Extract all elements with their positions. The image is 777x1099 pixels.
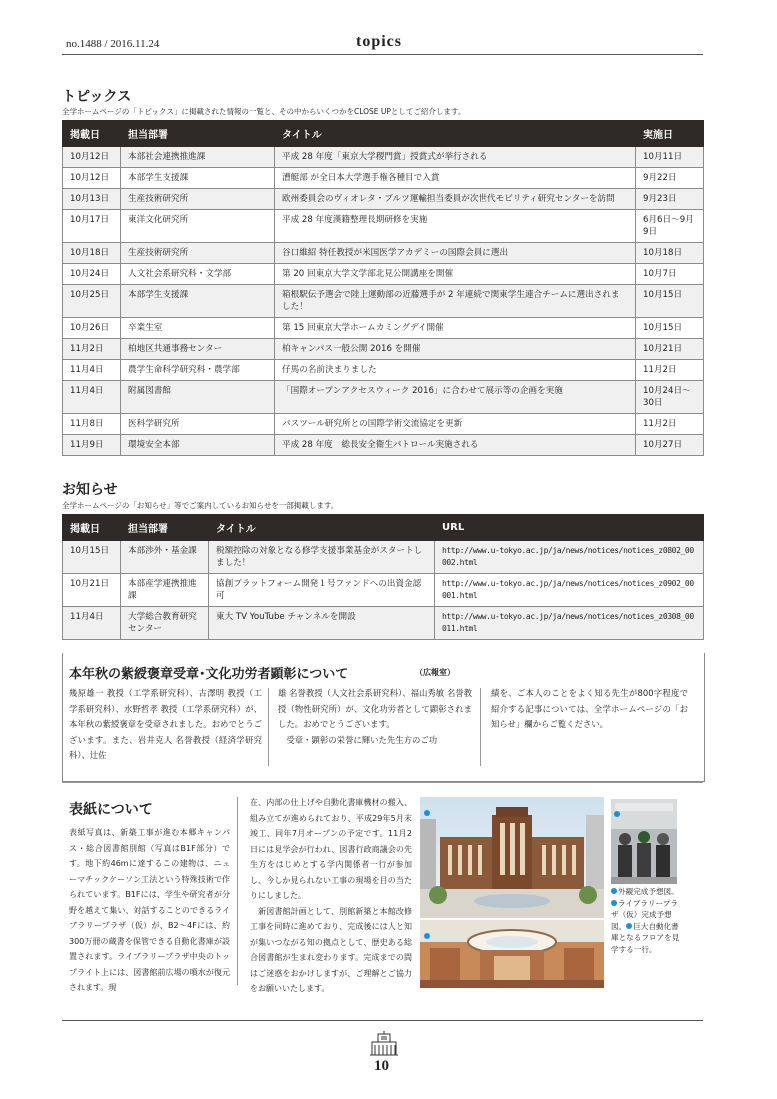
table-cell: 10月15日: [636, 285, 704, 318]
column-header: タイトル: [209, 515, 435, 541]
table-cell: 本部渉外・基金課: [121, 541, 209, 574]
table-cell: 谷口維紹 特任教授が米国医学アカデミーの国際会員に選出: [275, 243, 636, 264]
table-cell: 10月18日: [636, 243, 704, 264]
table-cell: 10月25日: [63, 285, 121, 318]
bullet-icon: [424, 801, 431, 820]
notices-heading: お知らせ: [62, 482, 118, 498]
table-header-row: [63, 515, 704, 541]
table-cell: 農学生命科学研究科・農学部: [121, 360, 275, 381]
column-header: 掲載日: [63, 121, 121, 147]
honors-text-col2: 雄 名誉教授（人文社会系研究科）、福山秀敏 名誉教授（物性研究所）が、文化功労者として顕彰されました。おめでとうございます。 受章・顕彰の栄誉に輝いた先生方のご功: [278, 688, 472, 745]
table-row: [63, 285, 704, 318]
table-cell: 平成 28 年度「東京大学稷門賞」授賞式が挙行される: [275, 147, 636, 168]
table-cell: 11月9日: [63, 435, 121, 456]
table-cell: 環境安全本部: [121, 435, 275, 456]
table-cell: 第 15 回東京大学ホームカミングデイ開催: [275, 318, 636, 339]
table-row: [63, 210, 704, 243]
caption-exterior: 外観完成予想図。: [618, 887, 679, 896]
table-cell: 10月15日: [63, 541, 121, 574]
honors-text-col1: 幾原雄一 教授（工学系研究科）、古澤明 教授（工学系研究科）、水野哲孝 教授（工学系研究科）が、本年秋の紫綬褒章を受章されました。おめでとうございます。また、岩井克人 名誉教授（経済学研究科）、辻佐: [69, 688, 262, 760]
section-rule: [62, 782, 703, 783]
table-cell: 東洋文化研究所: [121, 210, 275, 243]
table-row: [63, 574, 704, 607]
visitors-photo: [611, 799, 677, 884]
table-cell: 11月4日: [63, 360, 121, 381]
table-cell: 11月4日: [63, 607, 121, 640]
table-cell: 東大 TV YouTube チャンネルを開設: [209, 607, 435, 640]
table-cell: 10月18日: [63, 243, 121, 264]
table-cell: 10月24日～30日: [636, 381, 704, 414]
column-header: URL: [435, 515, 704, 541]
table-cell: 11月2日: [63, 339, 121, 360]
table-cell: 生産技術研究所: [121, 189, 275, 210]
table-cell: パスツール研究所との国際学術交流協定を更新: [275, 414, 636, 435]
column-header: 掲載日: [63, 515, 121, 541]
honors-title: 本年秋の紫綬褒章受章･文化功労者顕彰について: [69, 667, 349, 682]
table-cell: 本部学生支援課: [121, 168, 275, 189]
notices-table: [62, 514, 704, 640]
table-cell: 医科学研究所: [121, 414, 275, 435]
table-cell: 卒業生室: [121, 318, 275, 339]
bullet-icon: [614, 802, 621, 821]
column-header: 担当部署: [121, 515, 209, 541]
column-divider: [480, 688, 481, 766]
bullet-icon: [611, 899, 618, 908]
caption-visitors: 巨大自動化書庫となるフロアを見学する一行。: [611, 921, 680, 954]
column-divider: [237, 797, 238, 985]
topics-table: [62, 120, 704, 456]
exterior-rendering-image: [420, 797, 604, 918]
table-cell: 柏地区共通事務センター: [121, 339, 275, 360]
table-cell: 6月6日～9月9日: [636, 210, 704, 243]
table-row: [63, 435, 704, 456]
table-row: [63, 147, 704, 168]
column-divider: [268, 688, 269, 766]
footer-rule: [62, 1020, 703, 1021]
table-cell: 平成 28 年度 総長安全衛生パトロール実施される: [275, 435, 636, 456]
column-header: 実施日: [636, 121, 704, 147]
topics-description: 全学ホームページの「トピックス」に掲載された情報の一覧と、その中からいくつかをCLOSE UPとしてご紹介します。: [62, 107, 466, 116]
table-cell: 第 20 回東京大学文学部北見公開講座を開催: [275, 264, 636, 285]
table-row: [63, 243, 704, 264]
honors-dept: （広報室）: [415, 668, 455, 677]
table-cell: 箱根駅伝予選会で陸上運動部の近藤選手が 2 年連続で関東学生連合チームに選出されました！: [275, 285, 636, 318]
table-row: [63, 381, 704, 414]
table-row: [63, 541, 704, 574]
table-cell: 10月12日: [63, 147, 121, 168]
table-cell: 漕艇部 が全日本大学選手権各種目で入賞: [275, 168, 636, 189]
table-cell: 11月2日: [636, 360, 704, 381]
table-cell: 10月13日: [63, 189, 121, 210]
table-cell: 本部産学連携推進課: [121, 574, 209, 607]
caption-plaza: ライブラリープラザ（仮）完成予想図。: [611, 898, 678, 931]
table-cell: 10月21日: [636, 339, 704, 360]
table-cell: 附属図書館: [121, 381, 275, 414]
issue-info: no.1488 / 2016.11.24: [66, 38, 160, 50]
table-cell: 9月22日: [636, 168, 704, 189]
table-row: [63, 168, 704, 189]
table-cell: 10月17日: [63, 210, 121, 243]
notices-description: 全学ホームページの「お知らせ」等でご案内しているお知らせを一部掲載します。: [62, 501, 339, 510]
table-cell: 欧州委員会のヴィオレタ・ブルツ運輸担当委員が次世代モビリティ研究センターを訪問: [275, 189, 636, 210]
bullet-icon: [611, 887, 618, 896]
table-cell: 人文社会系研究科・文学部: [121, 264, 275, 285]
table-cell: 本部社会連携推進課: [121, 147, 275, 168]
table-row: [63, 318, 704, 339]
table-cell: 10月24日: [63, 264, 121, 285]
column-header: 担当部署: [121, 121, 275, 147]
url-cell[interactable]: http://www.u-tokyo.ac.jp/ja/news/notices/notices_z0902_00001.html: [435, 574, 704, 607]
url-cell[interactable]: http://www.u-tokyo.ac.jp/ja/news/notices/notices_z0308_00011.html: [435, 607, 704, 640]
topics-heading: トピックス: [62, 89, 132, 105]
table-cell: 協創プラットフォーム開発１号ファンドへの出資金認可: [209, 574, 435, 607]
table-cell: 9月23日: [636, 189, 704, 210]
table-cell: 10月21日: [63, 574, 121, 607]
table-cell: 本部学生支援課: [121, 285, 275, 318]
cover-text-col1: 表紙写真は、新築工事が進む本郷キャンパス・総合図書館別館（写真はB1F部分）です。地下約46mに達するこの建物は、ニューマチックケーソン工法という特殊技術で作られています。B1Fには、学生や研究者が分野を越えて集い、対話することのできるライブラリープラザ（仮）が、B2～4Fには、約300万冊の蔵書を保管できる自動化書庫が設置されます。ライブラリープラザ中央のトップライト上には、図書館前広場の噴水が復元されます。現: [69, 828, 230, 992]
honors-text-col3: 績を、ご本人のことをよく知る先生が800字程度で紹介する記事については、全学ホームページの「お知らせ」欄からご覧ください。: [491, 688, 688, 729]
table-cell: 11月2日: [636, 414, 704, 435]
library-plaza-image: [420, 920, 604, 988]
table-cell: 10月12日: [63, 168, 121, 189]
page-number: 10: [374, 1058, 389, 1074]
table-cell: 10月7日: [636, 264, 704, 285]
table-row: [63, 339, 704, 360]
table-row: [63, 414, 704, 435]
cover-heading: 表紙について: [69, 802, 153, 818]
table-cell: 10月11日: [636, 147, 704, 168]
photo-caption: [611, 886, 681, 955]
table-header-row: [63, 121, 704, 147]
table-row: [63, 264, 704, 285]
table-cell: 11月4日: [63, 381, 121, 414]
bullet-icon: [424, 924, 431, 943]
table-cell: 柏キャンパス一般公開 2016 を開催: [275, 339, 636, 360]
table-cell: 10月27日: [636, 435, 704, 456]
column-header: タイトル: [275, 121, 636, 147]
table-row: [63, 607, 704, 640]
table-row: [63, 189, 704, 210]
table-row: [63, 360, 704, 381]
table-cell: 10月26日: [63, 318, 121, 339]
table-cell: 仔馬の名前決まりました: [275, 360, 636, 381]
university-emblem-icon: [368, 1030, 400, 1056]
header-rule: [62, 54, 703, 55]
section-title: topics: [356, 33, 402, 50]
table-cell: 平成 28 年度漢籍整理長期研修を実施: [275, 210, 636, 243]
table-cell: 大学総合教育研究センター: [121, 607, 209, 640]
cover-text-col2: 在、内部の仕上げや自動化書庫機材の搬入、組み立てが進められており、平成29年5月末竣工、同年7月オープンの予定です。11月2日には見学会が行われ、図書行政商議会の先生方をはじめとする学内関係者一行が参加し、今しか見られない工事の現場を目の当たりにしました。 新図書館計画として、別館新築と本館改修工事を同時に進めており、完成後には人と知が集いつながる知の拠点として、歴史ある総合図書館が生まれ変わります。完成までの間はご迷惑をおかけしますが、ご理解とご協力をお願いいたします。: [250, 798, 412, 993]
table-cell: 税額控除の対象となる修学支援事業基金がスタートしました！: [209, 541, 435, 574]
table-cell: 生産技術研究所: [121, 243, 275, 264]
table-cell: 11月8日: [63, 414, 121, 435]
table-cell: 「国際オープンアクセスウィーク 2016」に合わせて展示等の企画を実施: [275, 381, 636, 414]
url-cell[interactable]: http://www.u-tokyo.ac.jp/ja/news/notices/notices_z0802_00002.html: [435, 541, 704, 574]
table-cell: 10月15日: [636, 318, 704, 339]
